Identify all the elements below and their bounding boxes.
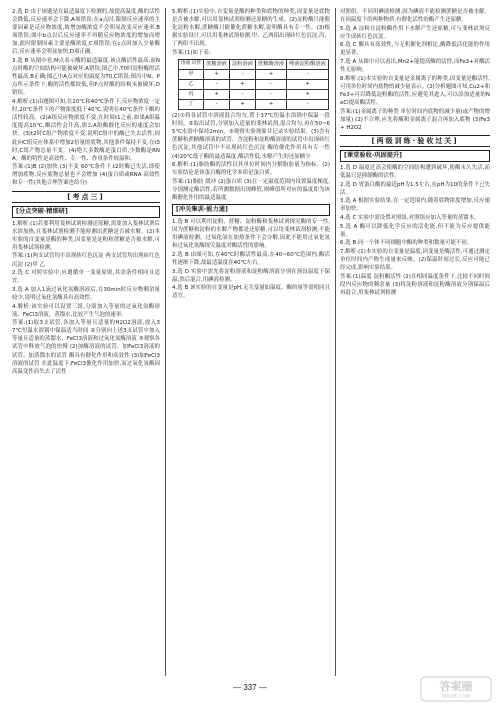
table-cell: - bbox=[287, 70, 329, 80]
answer-paragraph: 6.选 C 酶具有高效性,与无机催化剂相比,酶降低活化能的作用更显著。 bbox=[340, 42, 490, 57]
answer-paragraph: 4.解析:(1)由题图可知,在20℃和40℃条件下,反应物浓度一定时,20℃条件下的产物浓度低于40℃,说明在40℃条件下酶的活性较高。(2)A组反应物浓度不变,在时间t1之前,如果A组温度提高10℃,酶活性会升高,那么A组酶催化反应的速度会加快。(3)t2时C组产物浓度不变,说明C组中的酶已失去活性,因此向C组反应体系中增加2倍量的底物,其他条件保持不变,在t3时,C组产物总量不变。(4)绝大多数酶是蛋白质,少数酶是RNA。酶的特性是高效性、专一性、作用条件较温和。 bbox=[12, 99, 160, 162]
answer-paragraph: 1.选 B 可以利用淀粉、蔗糖、淀粉酶和斐林试剂探究酶的专一性,因为蔗糖和淀粉的水解产物都是还原糖,可以用斐林试剂检测;不能用碘液检测。过氧化氢在加热条件下会分解,因此不能用过氧化氢和过氧化氢酶探究温度对酶活性的影响。 bbox=[172, 219, 330, 250]
answer-paragraph: 5.选 A 酶可以降低化学反应的活化能,但不能为反应提供能量。 bbox=[340, 223, 490, 238]
table-cell: - bbox=[256, 80, 287, 90]
table-row bbox=[179, 70, 329, 80]
subsection-heading: [课堂验收·巩固提升] bbox=[340, 150, 490, 162]
section-heading: [考点三] bbox=[12, 191, 160, 203]
answer-paragraph: 3.选 A 加入1滴过氧化氢酶溶液后,在30min时反应物剩余量较少,说明过氧化氢酶具有高效性。 bbox=[12, 286, 160, 301]
table-cell: + bbox=[256, 100, 287, 110]
table-cell: - bbox=[287, 100, 329, 110]
table-cell: - bbox=[230, 70, 256, 80]
column-right bbox=[340, 8, 490, 676]
answer-paragraph: 5.解析:(1)实验中,自变量是酶的种类和底物的种类,因变量是底物是否被水解,可以用斐林试剂检测还原糖的生成。(2)淀粉酶只能催化淀粉水解,蔗糖酶只能催化蔗糖水解,说明酶具有专一性。(3)根据实验设计,可以用斐林试剂检测,甲、乙两组出现砖红色沉淀,丙、丁两组不出现。 bbox=[172, 9, 330, 48]
table-header-cell: 蔗糖溶液 bbox=[204, 60, 230, 70]
table-cell: + bbox=[287, 90, 329, 100]
table-row bbox=[179, 100, 329, 110]
answer-paragraph: 答案:(1)B (2)加快 (3)不变 60℃条件下,t2时酶已失活,即使增加底物,反应底物总量也不会增加 (4)蛋白质或RNA 高效性和专一性(其他合理答案也给分) bbox=[12, 164, 160, 187]
table-cell: 甲 bbox=[179, 70, 204, 80]
table-cell: - bbox=[256, 90, 287, 100]
column-divider bbox=[165, 8, 166, 676]
answer-paragraph: 1.选 D 温度过高会使酶的空间结构遭到破坏,使酶永久失活,而低温只是抑制酶的活性。 bbox=[340, 164, 490, 179]
watermark-text: 答案圈 bbox=[439, 680, 473, 693]
answer-paragraph: 2.选 C 对照实验中,应遵循单一变量原则,其余条件相同且适宜。 bbox=[12, 270, 160, 285]
answer-paragraph: 8.解析:(1)本实验的自变量是金属离子的种类,因变量是酶活性,可用单位时间内底物的减少量表示。(2)分析题图可知,Cu2+和Fe3+可以降低淀粉酶的活性,应避免其进入,可以添加适量的NaCl提高酶活性。 bbox=[340, 75, 490, 107]
table-cell: 丁 bbox=[179, 100, 204, 110]
answer-paragraph: 2.选 B 由图可知,在40℃时酶活性最高,在40~60℃范围内,酶活性逐渐下降,故最适温度在40℃左右。 bbox=[172, 251, 330, 267]
column-divider bbox=[335, 8, 336, 676]
watermark-subtext: MXQE.COM bbox=[441, 694, 471, 700]
answer-paragraph: 6.解析:(1)脂肪酶的活性以其单位时间内分解脂肪量为指标。(2)实验结论是该蛋白酶的化学本质是蛋白质。 bbox=[172, 162, 330, 177]
table-header-cell: 唾液淀粉酶溶液 bbox=[287, 60, 329, 70]
column-left bbox=[12, 8, 160, 676]
answer-paragraph: 答案:(1)脂肪 缓冲 (2)蛋白质 (3)在一定温度范围内设置温度梯度,分别测定酶活性,若所测数据出现峰值,则峰值所对应的温度即为该酶催化作用的最适温度 bbox=[172, 178, 330, 201]
watermark-logo-icon bbox=[420, 676, 492, 702]
answer-paragraph: 4.解析:该实验可以设置三组,分别加入等量的过氧化氢酶溶液、FeCl3溶液、蒸馏水,比较产生气泡的速率。 bbox=[12, 303, 160, 318]
table-header-row bbox=[179, 60, 329, 70]
table-cell: + bbox=[204, 70, 230, 80]
table-row bbox=[179, 80, 329, 90]
table-row bbox=[179, 90, 329, 100]
answer-paragraph: 3.选 D 实验中需先将淀粉溶液和淀粉酶溶液分别在预设温度下保温,然后混合,用碘液检测。 bbox=[172, 268, 330, 283]
table-header-cell: 溶液 试管 bbox=[179, 60, 204, 70]
answer-paragraph: 6.选 B 同一个体不同细胞中酶的种类和数量可能不同。 bbox=[340, 240, 473, 247]
answer-paragraph: 7.选 A 从图中可以看出,Mn2+能提高酶的活性,而Fe3+对酶活性无影响。 bbox=[340, 59, 490, 74]
section-heading: [两级训练·验收过关] bbox=[340, 135, 490, 147]
table-cell: - bbox=[204, 80, 230, 90]
answer-paragraph: 3.选 B 从图中看,M点表示酶的最适温度,该点酶活性最高,而N点时酶的空间结构可能被破坏,A错误;图乙中,T0时淀粉酶的活性最高,B正确;图乙中A点对应的温度为T0,C错误;图丙中N、P点所示条件下,酶的活性都较低,但P点时酶的结构未被破坏,D错误。 bbox=[12, 58, 160, 97]
answer-paragraph: 2.选 D 胃蛋白酶的最适pH为1.5左右,在pH为10的条件下已失活。 bbox=[340, 181, 490, 196]
answer-paragraph: 1.解析:(1)若要利用斐林试剂检测还原糖,需要加入斐林试剂后水浴加热,且斐林试剂检测不能检测出蔗糖是否被水解。(2)本实验的自变量是酶的种类,因变量是淀粉和蔗糖是否被水解,可用斐林试剂检测。 bbox=[12, 220, 160, 251]
table-header-cell: 淀粉溶液 bbox=[230, 60, 256, 70]
subsection-heading: [分点突破·精细研] bbox=[12, 206, 160, 218]
answer-paragraph: 答案:(1)取3支试管,各加入等量且适量的H2O2溶液,放入37℃恒温水浴锅中保温适当时间 ②分别向上述3支试管中加入等量且适量的蒸馏水、FeCl3溶液和过氧化氢酶溶液 ③观察各试管中释放气泡的快慢 (2)加酶溶液的试管、加FeCl3溶液的试管、加蒸馏水的试管 酶具有催化作用和高效性 (3)加FeCl3溶液的试管 在此温度下,FeCl3催化作用加快,而过氧化氢酶因高温变性而失去了活性 bbox=[12, 320, 160, 375]
answer-paragraph: 答案:(1)金属离子的种类 单位时间内底物的减少量(或产物的增加量) (2)不合理,应先将酶和金属离子混合再加入底物 (3)Fe3+ H2O2 bbox=[340, 108, 490, 131]
table-cell: - bbox=[204, 100, 230, 110]
answer-paragraph: 4.选 C 实验中需设置对照组,对照组应加入等量的蒸馏水。 bbox=[340, 214, 480, 221]
answer-paragraph: 3.选 A 根据实验结果,在一定范围内,随着底物浓度增加,反应速率加快。 bbox=[340, 198, 490, 213]
table-cell: + bbox=[287, 80, 329, 90]
answer-paragraph: 2.选 D 由于该题是在最适温度下检测的,故提高温度,酶的活性会降低,反应速率会下降,A项错误;在a点时,限制反应速率的主要因素是反应物浓度,故增加酶浓度不会明显改变反应速率,B项错误;图中b点以后反应速率不再随反应物浓度的增加而增加,此时限制因素主要是酶浓度,C项错误;在c点时加入少量酶后,反应速率会明显加快,D项正确。 bbox=[12, 9, 160, 56]
table-cell: 丙 bbox=[179, 90, 204, 100]
answer-paragraph: 答案:(1)两支试管均不出现砖红色沉淀 两支试管均出现砖红色沉淀 (2)甲 乙 bbox=[12, 253, 160, 268]
answer-paragraph: 5.选 A 淀粉在淀粉酶作用下水解产生还原糖,可与斐林试剂反应生成砖红色沉淀。 bbox=[340, 25, 490, 40]
table-cell: - bbox=[230, 90, 256, 100]
table-cell: 乙 bbox=[179, 80, 204, 90]
table-cell: + bbox=[256, 70, 287, 80]
table-cell: + bbox=[204, 90, 230, 100]
table-header-cell: 蔗糖酶溶液 bbox=[256, 60, 287, 70]
page-number: — 337 — bbox=[233, 683, 267, 692]
answer-paragraph: 答案:(1)如下表: bbox=[172, 49, 211, 56]
subsection-heading: [冲关集训·能力通] bbox=[172, 204, 330, 216]
answer-paragraph: 对照组。不同用碘液检测,因为碘液不能检测蔗糖是否被水解。在同温度下的两种物质,有催化活性的酶产生还原糖。 bbox=[340, 9, 490, 24]
table-cell: + bbox=[230, 80, 256, 90]
answer-paragraph: 7.解析:(1)本实验的自变量是温度,因变量是酶活性,可通过测定单位时间内产物生成量来反映。(2)保温时间过长,反应可能已经完成,影响实验结果。 bbox=[340, 248, 490, 272]
column-middle bbox=[172, 8, 330, 676]
experiment-table bbox=[178, 59, 329, 110]
answer-paragraph: (2)①将各试管中溶液混合均匀,置于37℃恒温水浴锅中保温一段时间。②取出试管,分别加入适量的斐林试剂,混合均匀,再在50~65℃水浴中保持2min。③观察实验现象并记录实验结果。(3)含有蔗糖和蔗糖酶溶液的试管、含淀粉和淀粉酶溶液的试管中出现砖红色沉淀,其他试管中不出现砖红色沉淀 酶的催化作用具有专一性 (4)20℃低于酶的最适温度,酶活性低,水解产生的还原糖少 bbox=[172, 113, 330, 160]
table-cell: + bbox=[230, 100, 256, 110]
answer-paragraph: 答案:(1)温度 淀粉酶活性 (2)在相同温度条件下,比较不同时间段内反应物的剩余量 (3)将淀粉溶液和淀粉酶溶液分别保温后再混合,用斐林试剂检测 bbox=[340, 273, 490, 296]
answer-paragraph: 4.选 B 该实验的自变量是pH,无关变量如温度、酶的量等需相同且适宜。 bbox=[172, 285, 330, 300]
